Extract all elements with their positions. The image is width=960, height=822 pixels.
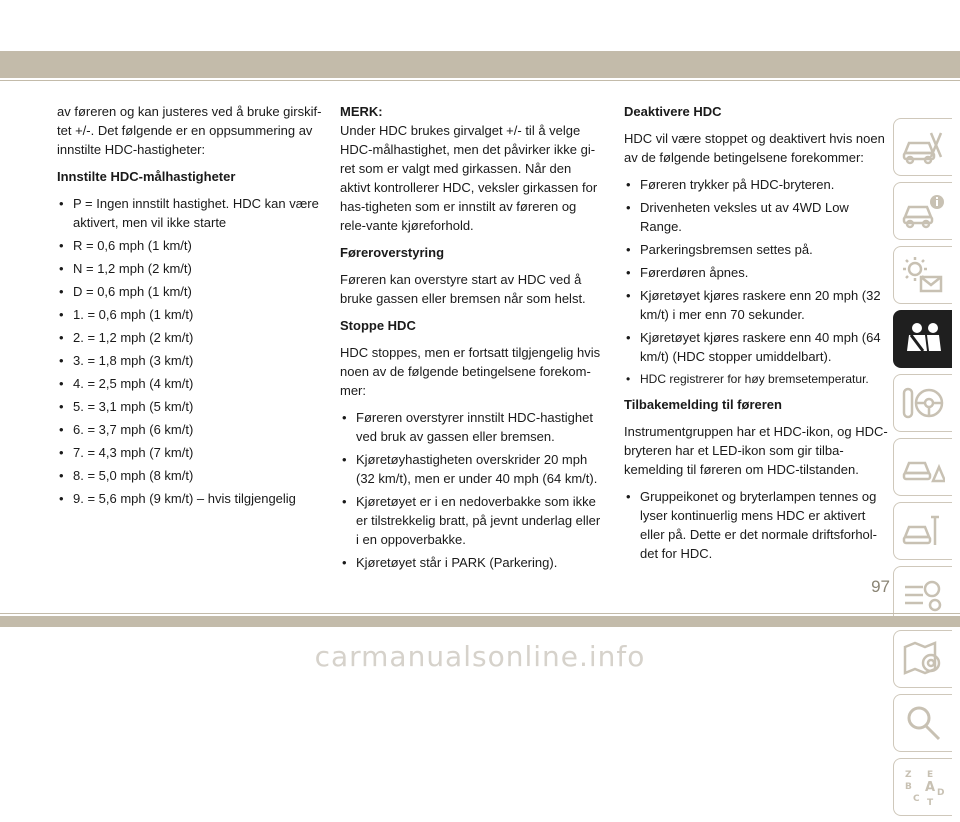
- tab-car-tools[interactable]: [893, 118, 952, 176]
- list-item: • Gruppeikonet og bryterlampen tennes og lyser kontinuerlig mens HDC er aktivert eller på. Dette er det normale driftsforhol-det for HDC.: [624, 487, 890, 563]
- feedback-heading: Tilbakemelding til føreren: [624, 397, 782, 412]
- footer-rule: [0, 613, 960, 614]
- svg-text:Z: Z: [905, 770, 912, 780]
- alphabet-index-icon: [901, 767, 945, 807]
- column-3: [624, 102, 890, 567]
- svg-text:T: T: [927, 798, 934, 807]
- svg-text:C: C: [913, 794, 920, 804]
- list-item: • 6. = 3,7 mph (6 km/t): [57, 420, 322, 439]
- list-item: • Kjøretøyhastigheten overskrider 20 mph (32 km/t), men er under 40 mph (64 km/t).: [340, 450, 605, 488]
- roadside-warning-icon: [901, 447, 945, 487]
- list-item: • Kjøretøyet er i en nedoverbakke som ikke er tilstrekkelig bratt, på jevnt underlag eller i en oppoverbakke.: [340, 492, 605, 549]
- tab-index-search[interactable]: [893, 694, 952, 752]
- car-info-icon: [901, 191, 945, 231]
- list-item: • Kjøretøyet kjøres raskere enn 20 mph (32 km/t) i mer enn 70 sekunder.: [624, 286, 890, 324]
- list-item: • N = 1,2 mph (2 km/t): [57, 259, 322, 278]
- list-item: • HDC registrerer for høy bremsetemperatur.: [624, 370, 890, 389]
- deactivate-conditions-list: [624, 175, 890, 389]
- stop-conditions-list: [340, 408, 605, 572]
- header-rule: [0, 80, 960, 81]
- index-search-icon: [901, 703, 945, 743]
- header-band: [0, 51, 960, 78]
- list-item: • D = 0,6 mph (1 km/t): [57, 282, 322, 301]
- deactivate-text: HDC vil være stoppet og deaktivert hvis noen av de følgende betingelsene forekommer:: [624, 131, 885, 165]
- svg-text:E: E: [927, 770, 934, 780]
- list-item: • 3. = 1,8 mph (3 km/t): [57, 351, 322, 370]
- stop-heading: Stoppe HDC: [340, 318, 416, 333]
- tab-service[interactable]: [893, 502, 952, 560]
- speeds-list: [57, 194, 322, 508]
- list-item: • 9. = 5,6 mph (9 km/t) – hvis tilgjengelig: [57, 489, 322, 508]
- svg-text:D: D: [937, 788, 945, 798]
- note-text: Under HDC brukes girvalget +/- til å velge HDC-målhastighet, men det påvirker ikke gi-ret som er valgt med girkassen. Når den aktivt kontrollerer HDC, veksler girkassen for has-tigheten som er innstilt av føreren og rele-vante kjøreforhold.: [340, 123, 598, 233]
- list-item: • 2. = 1,2 mph (2 km/t): [57, 328, 322, 347]
- list-item: • Parkeringsbremsen settes på.: [624, 240, 890, 259]
- warning-lights-icon: [901, 255, 945, 295]
- specifications-gears-icon: [901, 575, 945, 615]
- list-item: • P = Ingen innstilt hastighet. HDC kan være aktivert, men vil ikke starte: [57, 194, 322, 232]
- feedback-list: [624, 487, 890, 563]
- column-1: [57, 102, 322, 512]
- watermark: carmanualsonline.info: [314, 640, 646, 673]
- list-item: • Drivenheten veksles ut av 4WD Low Range.: [624, 198, 890, 236]
- list-item: • Kjøretøyet står i PARK (Parkering).: [340, 553, 605, 572]
- list-item: • 5. = 3,1 mph (5 km/t): [57, 397, 322, 416]
- safety-seatbelt-icon: [901, 319, 945, 359]
- service-wrench-icon: [901, 511, 945, 551]
- svg-text:B: B: [905, 782, 912, 792]
- note-heading: MERK:: [340, 104, 383, 119]
- chapter-tabs: [893, 118, 958, 822]
- list-item: • R = 0,6 mph (1 km/t): [57, 236, 322, 255]
- column-2: [340, 102, 605, 576]
- tab-emergency[interactable]: [893, 438, 952, 496]
- list-item: • 1. = 0,6 mph (1 km/t): [57, 305, 322, 324]
- tab-car-info[interactable]: [893, 182, 952, 240]
- svg-text:A: A: [925, 780, 936, 795]
- list-item: • Føreren trykker på HDC-bryteren.: [624, 175, 890, 194]
- tab-warning-lights[interactable]: [893, 246, 952, 304]
- list-item: • 8. = 5,0 mph (8 km/t): [57, 466, 322, 485]
- list-item: • Føreren overstyrer innstilt HDC-hastighet ved bruk av gassen eller bremsen.: [340, 408, 605, 446]
- list-item: • Kjøretøyet kjøres raskere enn 40 mph (64 km/t) (HDC stopper umiddelbart).: [624, 328, 890, 366]
- deactivate-heading: Deaktivere HDC: [624, 104, 722, 119]
- speeds-heading: Innstilte HDC-målhastigheter: [57, 169, 236, 184]
- page-number: 97: [871, 577, 890, 596]
- override-heading: Føreroverstyring: [340, 245, 445, 260]
- intro-paragraph: av føreren og kan justeres ved å bruke girskif-tet +/-. Det følgende er en oppsummering av innstilte HDC-hastigheter:: [57, 104, 322, 157]
- tab-safety[interactable]: [893, 310, 952, 368]
- feedback-text: Instrumentgruppen har et HDC-ikon, og HDC-bryteren har et LED-ikon som gir tilba-kemelding til føreren om HDC-tilstanden.: [624, 424, 888, 477]
- tab-alphabet-index[interactable]: [893, 758, 952, 816]
- tab-starting-driving[interactable]: [893, 374, 952, 432]
- list-item: • 7. = 4,3 mph (7 km/t): [57, 443, 322, 462]
- steering-wheel-icon: [901, 383, 945, 423]
- footer-band: [0, 616, 960, 627]
- list-item: • 4. = 2,5 mph (4 km/t): [57, 374, 322, 393]
- car-tools-icon: [901, 127, 945, 167]
- stop-text: HDC stoppes, men er fortsatt tilgjengelig hvis noen av de følgende betingelsene forekom-mer:: [340, 345, 601, 398]
- list-item: • Førerdøren åpnes.: [624, 263, 890, 282]
- override-text: Føreren kan overstyre start av HDC ved å bruke gassen eller bremsen når som helst.: [340, 272, 586, 306]
